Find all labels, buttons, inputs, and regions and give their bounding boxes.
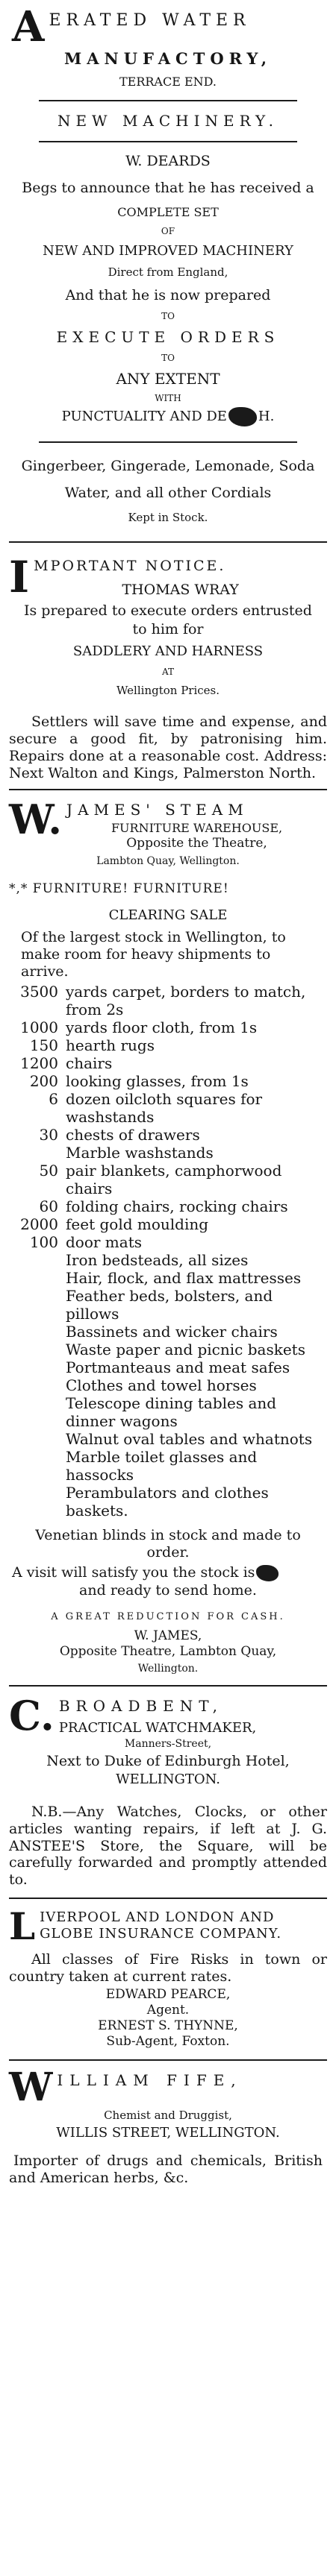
aerated-water-advertisement	[9, 0, 327, 525]
item-description: Bassinets and wicker chairs	[66, 1323, 278, 1341]
text-line: TO	[161, 310, 175, 321]
item-quantity	[9, 1144, 66, 1162]
item-description: Marble toilet glasses and hassocks	[66, 1448, 258, 1484]
watchmaker-advertisement	[9, 1691, 327, 1889]
text-line: TO	[161, 352, 175, 363]
item-quantity: 2000	[20, 1215, 58, 1234]
body-paragraph: Settlers will save time and expense, and secure a good fit, by patronising him. Repairs done at a reasonable cost. Address: Next Walton and Kings, Palmerston North.	[9, 714, 327, 781]
inventory-item	[9, 1054, 327, 1072]
divider	[39, 141, 297, 142]
intro-paragraph: Of the largest stock in Wellington, to make room for heavy shipments to arrive.	[21, 928, 286, 980]
ad-title: JAMES' STEAM	[66, 801, 249, 819]
item-description: door mats	[66, 1233, 142, 1252]
item-quantity: 200	[29, 1072, 58, 1091]
item-description: yards carpet, borders to match, from 2s	[66, 983, 306, 1019]
inventory-item	[9, 1215, 327, 1233]
item-description: Walnut oval tables and whatnots	[66, 1430, 313, 1449]
item-quantity	[9, 1448, 66, 1484]
text-line: WELLINGTON.	[116, 1772, 220, 1788]
drop-cap-letter: C.	[9, 1691, 55, 1739]
inventory-item	[9, 1394, 327, 1430]
inventory-item	[9, 1036, 327, 1054]
text-line: Venetian blinds in stock and made to order.	[35, 1527, 301, 1561]
inventory-item	[9, 1126, 327, 1144]
inventory-item	[9, 1287, 327, 1323]
item-quantity	[9, 1484, 66, 1520]
item-description: Perambulators and clothes baskets.	[66, 1484, 269, 1520]
item-quantity: 3500	[20, 983, 58, 1001]
item-description: Clothes and towel horses	[66, 1376, 257, 1395]
item-quantity	[9, 1430, 66, 1448]
drop-cap-letter: W	[9, 2064, 53, 2110]
inventory-item	[9, 1448, 327, 1484]
drop-cap-letter: A	[12, 2, 45, 51]
ad-subtitle: MANUFACTORY,	[63, 49, 273, 68]
ad-title: ERATED WATER	[49, 11, 251, 30]
proprietor-name: W. DEARDS	[125, 153, 211, 170]
divider	[39, 441, 297, 443]
chemist-advertisement	[9, 2064, 327, 2187]
inventory-item	[9, 1323, 327, 1341]
item-quantity	[9, 1287, 66, 1323]
body-paragraph: N.B.—Any Watches, Clocks, or other articles wanting repairs, if left at J. G. ANSTEE'S Store, the Square, will be carefully forwarded and promptly attended to.	[9, 1803, 327, 1889]
item-description: chairs	[66, 1054, 113, 1073]
item-description: Hair, flock, and flax mattresses	[66, 1269, 302, 1288]
text-line: Next to Duke of Edinburgh Hotel,	[46, 1752, 290, 1769]
insurance-advertisement	[9, 1903, 327, 2050]
body-paragraph: Importer of drugs and chemicals, British and American herbs, &c.	[9, 2152, 323, 2186]
text-line: Direct from England,	[108, 265, 228, 280]
divider	[39, 100, 297, 101]
item-quantity: 1200	[20, 1054, 58, 1073]
text-line: Opposite the Theatre,	[126, 836, 267, 851]
ad-title: MPORTANT NOTICE.	[34, 558, 226, 574]
item-quantity: 150	[29, 1036, 58, 1055]
item-description: Portmanteaus and meat safes	[66, 1358, 290, 1377]
text-line: Chemist and Druggist,	[104, 2108, 232, 2122]
sale-heading: CLEARING SALE	[108, 907, 228, 924]
inventory-item	[9, 1358, 327, 1376]
inventory-item	[9, 1072, 327, 1090]
item-quantity: 6	[49, 1090, 58, 1109]
inventory-item	[9, 1251, 327, 1269]
text-fragment: A visit will satisfy you the stock is	[12, 1563, 255, 1581]
inventory-item	[9, 1430, 327, 1448]
signature: W. JAMES,	[134, 1628, 202, 1643]
text-line: NEW AND IMPROVED MACHINERY	[43, 242, 293, 259]
signature: EDWARD PEARCE,	[105, 1986, 231, 2002]
text-line: Wellington Prices.	[116, 683, 220, 697]
text-line: COMPLETE SET	[117, 204, 219, 219]
text-line: OF	[161, 225, 175, 236]
text-line: FURNITURE WAREHOUSE,	[111, 821, 283, 836]
item-description: chests of drawers	[66, 1126, 200, 1144]
section-divider	[9, 2059, 327, 2061]
item-quantity	[9, 1394, 66, 1430]
text-line: SADDLERY AND HARNESS	[72, 643, 264, 659]
text-line: WITH	[155, 392, 181, 403]
item-quantity: 1000	[20, 1018, 58, 1037]
text-line: AT	[161, 666, 174, 677]
item-quantity: 60	[39, 1197, 58, 1216]
inventory-item	[9, 1341, 327, 1358]
drop-cap-letter: W.	[9, 796, 63, 844]
item-description: Marble washstands	[66, 1144, 214, 1162]
text-line: Sub-Agent, Foxton.	[106, 2034, 230, 2050]
item-description: Telescope dining tables and dinner wagons	[66, 1394, 277, 1431]
signature: ERNEST S. THYNNE,	[98, 2018, 238, 2033]
item-quantity	[9, 1358, 66, 1376]
inventory-item	[9, 1269, 327, 1287]
drop-cap-letter: I	[9, 552, 30, 602]
inventory-item	[9, 1233, 327, 1251]
text-fragment: PUNCTUALITY AND DE	[61, 408, 227, 424]
item-description: hearth rugs	[66, 1036, 155, 1055]
item-quantity	[9, 1341, 66, 1358]
item-quantity	[9, 1376, 66, 1394]
text-line: Kept in Stock.	[128, 511, 208, 525]
section-divider	[9, 541, 327, 543]
item-quantity: 50	[39, 1162, 58, 1180]
text-line: Begs to announce that he has received a	[22, 180, 314, 196]
text-line	[9, 407, 327, 426]
inventory-item	[9, 983, 327, 1018]
item-description: dozen oilcloth squares for washstands	[66, 1090, 263, 1127]
text-line: PRACTICAL WATCHMAKER,	[58, 1719, 257, 1736]
headline: NEW MACHINERY.	[57, 112, 279, 130]
text-line: A GREAT REDUCTION FOR CASH.	[51, 1611, 285, 1623]
saddlery-advertisement	[9, 552, 327, 781]
banner: *,* FURNITURE! FURNITURE!	[9, 881, 229, 897]
body-paragraph: All classes of Fire Risks in town or country taken at current rates.	[9, 1950, 327, 1985]
section-divider	[9, 1898, 327, 1899]
text-line: ANY EXTENT	[116, 369, 220, 388]
proprietor-name: THOMAS WRAY	[122, 581, 239, 598]
text-line: WILLIS STREET, WELLINGTON.	[56, 2125, 280, 2141]
inventory-item	[9, 1197, 327, 1215]
text-line: and ready to send home.	[79, 1581, 257, 1599]
text-line: Manners-Street,	[124, 1738, 212, 1751]
text-line: Is prepared to execute orders entrusted	[24, 602, 312, 619]
item-description: feet gold moulding	[66, 1215, 209, 1234]
text-line: to him for	[132, 621, 204, 638]
text-line: Water, and all other Cordials	[64, 484, 272, 501]
inventory-item	[9, 1484, 327, 1520]
ink-blot	[228, 407, 257, 426]
furniture-advertisement	[9, 798, 327, 1675]
item-description: pair blankets, camphorwood chairs	[66, 1162, 282, 1198]
item-quantity	[9, 1251, 66, 1269]
item-description: folding chairs, rocking chairs	[66, 1197, 288, 1216]
ad-title: BROADBENT,	[58, 1696, 224, 1715]
location-line: TERRACE END.	[119, 75, 217, 89]
text-line	[9, 1564, 327, 1582]
text-line: Gingerbeer, Gingerade, Lemonade, Soda	[21, 457, 315, 474]
inventory-item	[9, 1144, 327, 1162]
item-description: Waste paper and picnic baskets	[66, 1341, 305, 1359]
item-description: Feather beds, bolsters, and pillows	[66, 1287, 273, 1323]
text-line: Agent.	[146, 2002, 190, 2018]
item-quantity: 30	[39, 1126, 58, 1144]
section-divider	[9, 789, 327, 790]
inventory-item	[9, 1376, 327, 1394]
inventory-item	[9, 1018, 327, 1036]
inventory-list	[9, 983, 327, 1520]
text-line: EXECUTE ORDERS	[56, 327, 280, 346]
text-fragment: H.	[258, 408, 275, 424]
item-description: Iron bedsteads, all sizes	[66, 1251, 249, 1270]
ad-title: ILLIAM FIFE,	[57, 2070, 243, 2089]
ad-title: IVERPOOL AND LONDON AND GLOBE INSURANCE COMPANY.	[40, 1909, 282, 1942]
item-quantity	[9, 1323, 66, 1341]
item-quantity: 100	[29, 1233, 58, 1252]
ink-blot	[256, 1565, 279, 1581]
section-divider	[9, 1685, 327, 1687]
inventory-item	[9, 1162, 327, 1197]
text-line: And that he is now prepared	[65, 287, 271, 303]
item-quantity	[9, 1269, 66, 1287]
text-line: Lambton Quay, Wellington.	[96, 854, 240, 867]
item-description: yards floor cloth, from 1s	[66, 1018, 258, 1037]
item-description: looking glasses, from 1s	[66, 1072, 249, 1091]
text-line: Opposite Theatre, Lambton Quay,	[59, 1643, 277, 1659]
drop-cap-letter: L	[9, 1903, 36, 1948]
text-line: Wellington.	[137, 1663, 199, 1675]
inventory-item	[9, 1090, 327, 1126]
